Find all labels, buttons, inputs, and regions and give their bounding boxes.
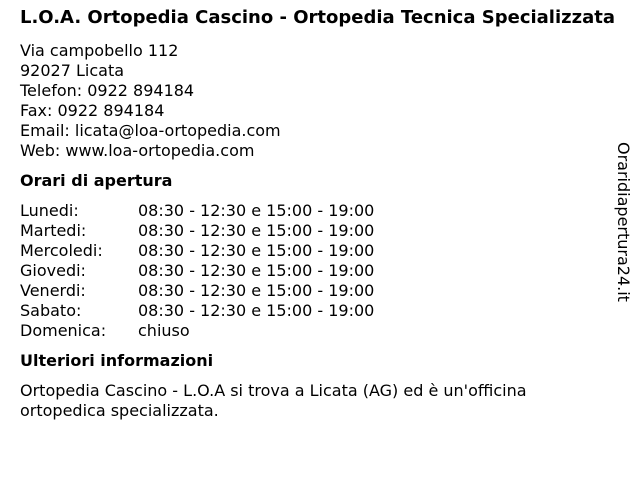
hours-time: chiuso [138,321,190,340]
site-brand-vertical [612,134,634,310]
site-brand-label: Oraridiapertura24.it [614,142,633,302]
hours-row [20,281,620,301]
hours-time: 08:30 - 12:30 e 15:00 - 19:00 [138,241,375,260]
hours-time: 08:30 - 12:30 e 15:00 - 19:00 [138,201,375,220]
hours-time: 08:30 - 12:30 e 15:00 - 19:00 [138,221,375,240]
contact-block [20,41,620,161]
hours-row [20,201,620,221]
hours-day: Sabato: [20,301,82,320]
more-info-text: Ortopedia Cascino - L.O.A si trova a Licata (AG) ed è un'officina ortopedica specializzata. [20,381,527,420]
business-card [20,8,620,437]
fax-line: Fax: 0922 894184 [20,101,165,120]
hours-row [20,261,620,281]
hours-day: Venerdi: [20,281,86,300]
hours-row [20,321,620,341]
more-info-heading: Ulteriori informazioni [20,351,214,370]
hours-time: 08:30 - 12:30 e 15:00 - 19:00 [138,301,375,320]
hours-day: Martedi: [20,221,87,240]
hours-day: Domenica: [20,321,107,340]
email-line: Email: licata@loa-ortopedia.com [20,121,281,140]
hours-row [20,221,620,241]
hours-day: Giovedi: [20,261,86,280]
hours-day: Lunedi: [20,201,79,220]
address-city: 92027 Licata [20,61,125,80]
hours-day: Mercoledi: [20,241,103,260]
address-street: Via campobello 112 [20,41,179,60]
hours-row [20,301,620,321]
business-title: L.O.A. Ortopedia Cascino - Ortopedia Tecnica Specializzata [20,7,616,28]
phone-line: Telefon: 0922 894184 [20,81,195,100]
opening-hours-heading: Orari di apertura [20,171,173,190]
hours-time: 08:30 - 12:30 e 15:00 - 19:00 [138,281,375,300]
web-line: Web: www.loa-ortopedia.com [20,141,255,160]
hours-row [20,241,620,261]
hours-time: 08:30 - 12:30 e 15:00 - 19:00 [138,261,375,280]
opening-hours-table [20,201,620,341]
